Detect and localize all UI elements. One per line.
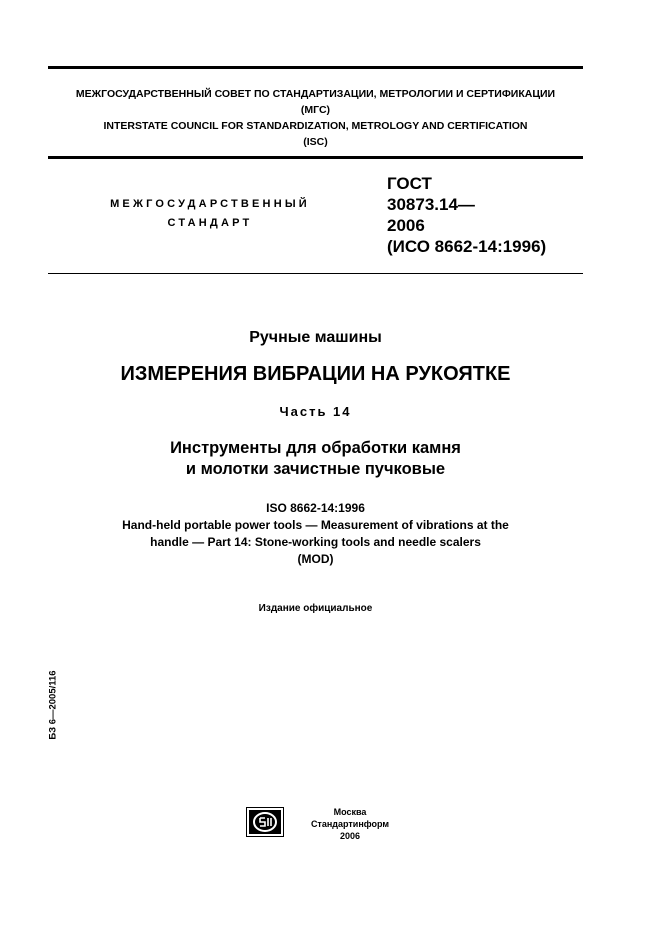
iso-mod: (MOD) (297, 552, 334, 566)
designation-rule (48, 273, 583, 274)
council-abbr-ru: (МГС) (300, 104, 331, 116)
gost-prefix: ГОСТ (387, 174, 432, 193)
header-rule (48, 156, 583, 159)
side-code: БЗ 6—2005/116 (47, 670, 59, 740)
title-description-line2: и молотки зачистные пучковые (185, 460, 446, 478)
publisher-year: 2006 (339, 831, 361, 841)
iso-ref-number: ISO 8662-14:1996 (266, 501, 365, 515)
title-description-line1: Инструменты для обработки камня (170, 439, 461, 457)
publisher-name: Стандартинформ (310, 819, 390, 829)
top-rule (48, 66, 583, 69)
standartinform-logo-icon (246, 807, 284, 837)
title-main: ИЗМЕРЕНИЯ ВИБРАЦИИ НА РУКОЯТКЕ (120, 363, 511, 385)
gost-designation (387, 173, 546, 257)
iso-title-line1: Hand-held portable power tools — Measurement of vibrations at the (122, 518, 509, 532)
title-subtitle: Ручные машины (249, 329, 382, 346)
title-description (48, 438, 583, 480)
gost-year: 2006 (387, 216, 425, 235)
gost-iso-equivalent: (ИСО 8662-14:1996) (387, 237, 547, 256)
council-name-en: INTERSTATE COUNCIL FOR STANDARDIZATION, METROLOGY AND CERTIFICATION (103, 120, 528, 132)
council-abbr-en: (ISC) (303, 136, 328, 148)
council-header (48, 86, 583, 150)
council-name-ru: МЕЖГОСУДАРСТВЕННЫЙ СОВЕТ ПО СТАНДАРТИЗАЦИИ, МЕТРОЛОГИИ И СЕРТИФИКАЦИИ (75, 88, 556, 100)
title-part: Часть 14 (279, 404, 352, 419)
iso-reference (48, 500, 583, 568)
publisher (305, 806, 395, 842)
iso-title-line2: handle — Part 14: Stone-working tools and needle scalers (150, 535, 481, 549)
standard-type (80, 195, 340, 233)
gost-number: 30873.14— (387, 195, 475, 214)
publisher-city: Москва (333, 807, 367, 817)
standard-type-line1: МЕЖГОСУДАРСТВЕННЫЙ (110, 198, 310, 210)
standard-type-line2: СТАНДАРТ (167, 217, 253, 229)
edition-label: Издание официальное (258, 603, 373, 614)
